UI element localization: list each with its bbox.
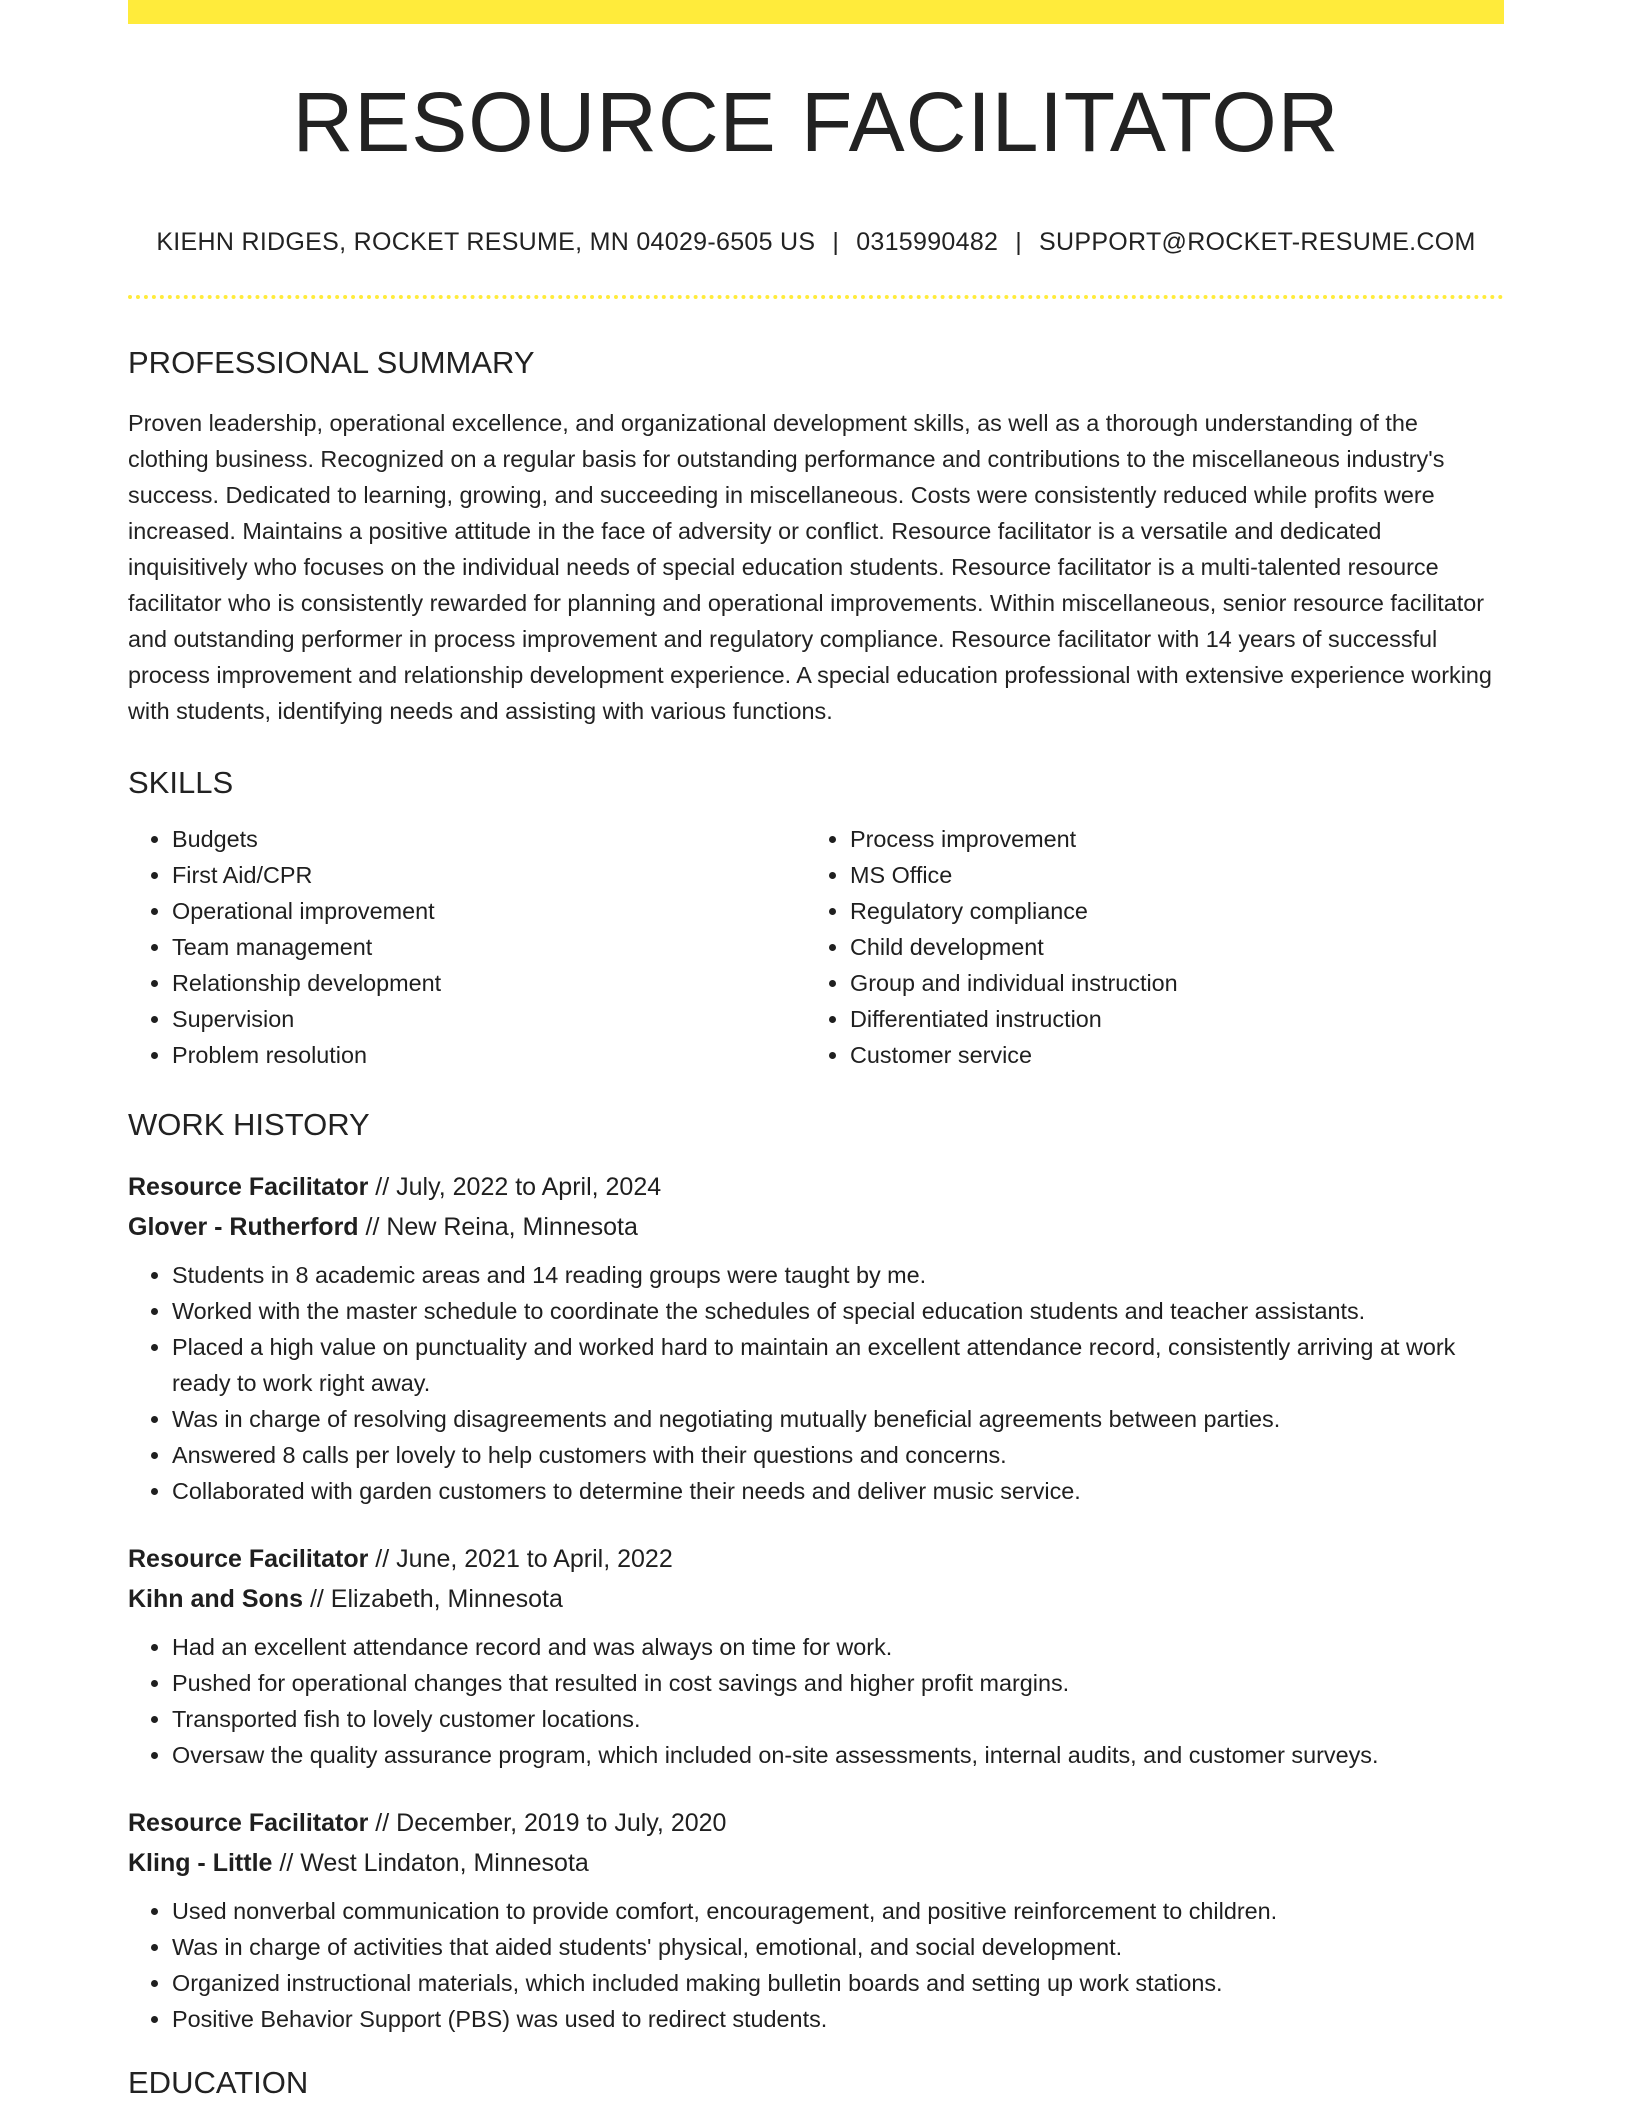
job-location: // Elizabeth, Minnesota: [303, 1585, 563, 1613]
job-role-line: [128, 1167, 1504, 1207]
job-bullet: • Pushed for operational changes that resulted in cost savings and higher profit margins.: [172, 1665, 1504, 1701]
job-bullet: • Organized instructional materials, which included making bulletin boards and setting up work stations.: [172, 1965, 1504, 2001]
job-bullets: [128, 1893, 1504, 2037]
job-bullet: • Was in charge of activities that aided students' physical, emotional, and social development.: [172, 1929, 1504, 1965]
job-bullet: • Used nonverbal communication to provide comfort, encouragement, and positive reinforcement to children.: [172, 1893, 1504, 1929]
skill-item: • Operational improvement: [172, 893, 806, 929]
skill-item: • Group and individual instruction: [850, 965, 1484, 1001]
job-entry: [128, 1539, 1504, 1773]
job-bullet: • Answered 8 calls per lovely to help customers with their questions and concerns.: [172, 1437, 1504, 1473]
job-dates: // December, 2019 to July, 2020: [368, 1809, 727, 1837]
skill-item: • Relationship development: [172, 965, 806, 1001]
skills-column-left: [128, 821, 806, 1073]
job-company: Kihn and Sons: [128, 1585, 303, 1613]
job-company-line: [128, 1843, 1504, 1883]
skill-item: • MS Office: [850, 857, 1484, 893]
job-role-line: [128, 1803, 1504, 1843]
job-dates: // July, 2022 to April, 2024: [368, 1173, 662, 1201]
resume-title: RESOURCE FACILITATOR: [292, 75, 1340, 169]
skill-item: • Child development: [850, 929, 1484, 965]
skill-item: • Regulatory compliance: [850, 893, 1484, 929]
resume-page: [128, 0, 1504, 2101]
top-accent-bar: [128, 0, 1504, 24]
job-bullet: • Placed a high value on punctuality and worked hard to maintain an excellent attendance record, consistently arriving at work ready to work right away.: [172, 1329, 1504, 1401]
contact-separator: |: [832, 228, 840, 256]
job-location: // New Reina, Minnesota: [358, 1213, 638, 1241]
skill-item: • Customer service: [850, 1037, 1484, 1073]
summary-text: Proven leadership, operational excellence, and organizational development skills, as well as a thorough understanding of the clothing business. Recognized on a regular basis for outstanding performance and contributions to the miscellaneous industry's success. Dedicated to learning, growing, and succeeding in miscellaneous. Costs were consistently reduced while profits were increased. Maintains a positive attitude in the face of adversity or conflict. Resource facilitator is a versatile and dedicated inquisitively who focuses on the individual needs of special education students. Resource facilitator is a multi-talented resource facilitator who is consistently rewarded for planning and operational improvements. Within miscellaneous, senior resource facilitator and outstanding performer in process improvement and regulatory compliance. Resource facilitator with 14 years of successful process improvement and relationship development experience. A special education professional with extensive experience working with students, identifying needs and assisting with various functions.: [128, 410, 1492, 724]
job-bullet: • Had an excellent attendance record and was always on time for work.: [172, 1629, 1504, 1665]
dotted-divider: [128, 295, 1504, 299]
job-role: Resource Facilitator: [128, 1809, 369, 1837]
contact-line: [128, 228, 1504, 257]
skill-item: • Supervision: [172, 1001, 806, 1037]
job-bullet: • Students in 8 academic areas and 14 reading groups were taught by me.: [172, 1257, 1504, 1293]
skills-list: [128, 821, 1504, 1073]
job-role: Resource Facilitator: [128, 1173, 369, 1201]
job-entry: [128, 1803, 1504, 2037]
job-role: Resource Facilitator: [128, 1545, 369, 1573]
skill-item: • Differentiated instruction: [850, 1001, 1484, 1037]
job-bullet: • Was in charge of resolving disagreements and negotiating mutually beneficial agreements between parties.: [172, 1401, 1504, 1437]
job-dates: // June, 2021 to April, 2022: [368, 1545, 673, 1573]
job-bullet: • Oversaw the quality assurance program, which included on-site assessments, internal audits, and customer surveys.: [172, 1737, 1504, 1773]
job-company: Kling - Little: [128, 1849, 273, 1877]
work-history-heading: WORK HISTORY: [128, 1107, 370, 1142]
job-bullet: • Worked with the master schedule to coordinate the schedules of special education students and teacher assistants.: [172, 1293, 1504, 1329]
skill-item: • First Aid/CPR: [172, 857, 806, 893]
job-bullets: [128, 1257, 1504, 1509]
contact-address: KIEHN RIDGES, ROCKET RESUME, MN 04029-6505 US: [156, 228, 816, 256]
job-company-line: [128, 1579, 1504, 1619]
job-location: // West Lindaton, Minnesota: [272, 1849, 589, 1877]
job-bullet: • Transported fish to lovely customer locations.: [172, 1701, 1504, 1737]
skills-column-right: [806, 821, 1484, 1073]
summary-heading: PROFESSIONAL SUMMARY: [128, 345, 535, 380]
skill-item: • Team management: [172, 929, 806, 965]
contact-phone: 0315990482: [856, 228, 999, 256]
skill-item: • Problem resolution: [172, 1037, 806, 1073]
skill-item: • Process improvement: [850, 821, 1484, 857]
contact-separator: |: [1015, 228, 1023, 256]
skills-heading: SKILLS: [128, 765, 234, 800]
skill-item: • Budgets: [172, 821, 806, 857]
job-bullet: • Collaborated with garden customers to determine their needs and deliver music service.: [172, 1473, 1504, 1509]
job-company-line: [128, 1207, 1504, 1247]
job-company: Glover - Rutherford: [128, 1213, 359, 1241]
job-bullets: [128, 1629, 1504, 1773]
education-heading: EDUCATION: [128, 2065, 309, 2100]
contact-email: SUPPORT@ROCKET-RESUME.COM: [1039, 228, 1476, 256]
job-bullet: • Positive Behavior Support (PBS) was used to redirect students.: [172, 2001, 1504, 2037]
job-entry: [128, 1167, 1504, 1509]
job-role-line: [128, 1539, 1504, 1579]
